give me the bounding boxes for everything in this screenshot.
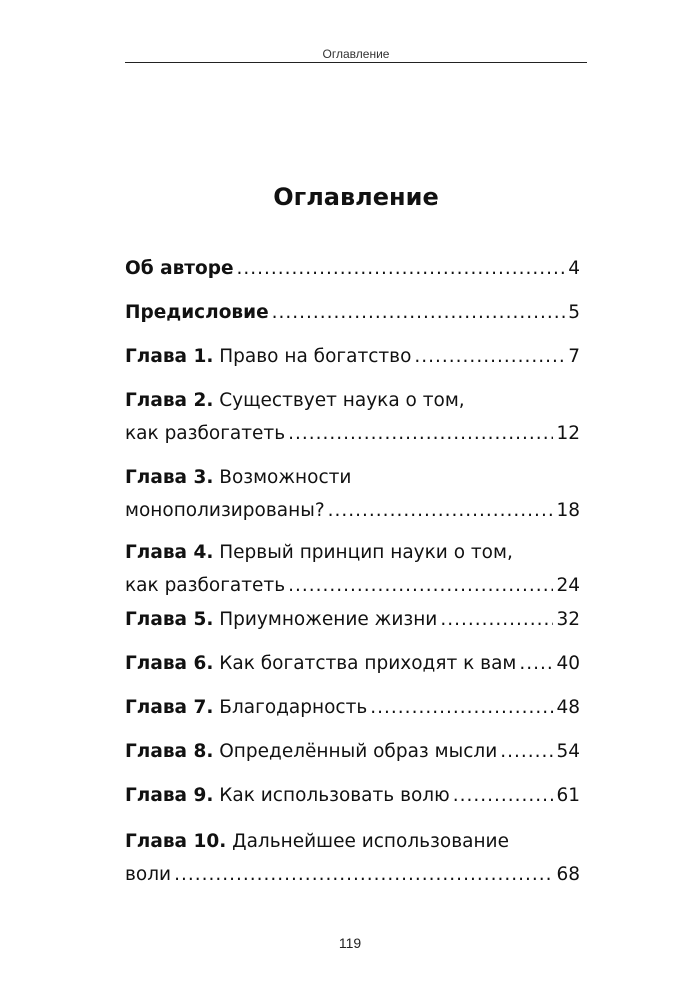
toc-entry-page: 32 (556, 609, 580, 630)
toc-entry-label: Глава 4. (125, 542, 214, 563)
toc-entry-chapter-5[interactable] (125, 603, 580, 636)
toc-entry-label: Глава 8. (125, 741, 214, 762)
toc-entry-chapter-3[interactable] (125, 461, 580, 527)
toc-entry-page: 7 (568, 346, 580, 367)
toc-entry-label: Глава 2. (125, 390, 214, 411)
toc-entry-title-line2: как разбогатеть (125, 575, 286, 596)
toc-entry-label: Глава 10. (125, 831, 227, 852)
running-head: Оглавление (322, 47, 390, 61)
toc-entry-preface[interactable] (125, 296, 580, 329)
toc-entry-chapter-1[interactable] (125, 340, 580, 373)
dot-leader (328, 494, 554, 527)
toc-entry-page: 18 (556, 500, 580, 521)
toc-entry-label: Об авторе (125, 258, 234, 279)
toc-entry-title-line1: Возможности (219, 467, 352, 488)
toc-entry-chapter-4[interactable] (125, 536, 580, 602)
toc-entry-title-line2: как разбогатеть (125, 423, 286, 444)
toc-entry-title: Право на богатство (219, 346, 412, 367)
page-title: Оглавление (273, 183, 439, 211)
toc-entry-page: 54 (556, 741, 580, 762)
toc-entry-chapter-2[interactable] (125, 384, 580, 450)
toc-entry-page: 5 (568, 302, 580, 323)
dot-leader (440, 603, 553, 636)
toc-entry-title-line2: монополизированы? (125, 500, 325, 521)
dot-leader (288, 417, 553, 450)
dot-leader (272, 296, 566, 329)
dot-leader (237, 252, 566, 285)
dot-leader (500, 735, 553, 768)
toc-entry-page: 68 (556, 864, 580, 885)
dot-leader (519, 647, 553, 680)
toc-entry-label: Глава 7. (125, 697, 214, 718)
toc-entry-label: Предисловие (125, 302, 269, 323)
dot-leader (370, 691, 553, 724)
dot-leader (453, 779, 554, 812)
toc-entry-chapter-6[interactable] (125, 647, 580, 680)
toc-entry-page: 4 (568, 258, 580, 279)
toc-entry-page: 48 (556, 697, 580, 718)
toc-entry-page: 61 (556, 785, 580, 806)
toc-entry-page: 24 (556, 575, 580, 596)
dot-leader (288, 569, 553, 602)
toc-entry-chapter-9[interactable] (125, 779, 580, 812)
page-number: 119 (338, 935, 362, 951)
toc-entry-label: Глава 9. (125, 785, 214, 806)
toc-entry-chapter-7[interactable] (125, 691, 580, 724)
toc-entry-title: Как богатства приходят к вам (219, 653, 517, 674)
dot-leader (414, 340, 565, 373)
dot-leader (174, 858, 553, 891)
toc-entry-title-line1: Существует наука о том, (219, 390, 465, 411)
toc-entry-label: Глава 1. (125, 346, 214, 367)
toc-entry-title-line1: Первый принцип науки о том, (219, 542, 513, 563)
toc-entry-title-line1: Дальнейшее использование (232, 831, 509, 852)
toc-entry-label: Глава 5. (125, 609, 214, 630)
toc-entry-title: Определённый образ мысли (219, 741, 498, 762)
toc-entry-page: 40 (556, 653, 580, 674)
toc-entry-title: Как использовать волю (219, 785, 450, 806)
toc-entry-chapter-8[interactable] (125, 735, 580, 768)
toc-entry-page: 12 (556, 423, 580, 444)
toc-entry-about-author[interactable] (125, 252, 580, 285)
toc-entry-label: Глава 6. (125, 653, 214, 674)
toc-entry-title: Приумножение жизни (219, 609, 438, 630)
header-rule (125, 62, 587, 63)
toc-entry-title: Благодарность (219, 697, 368, 718)
toc-entry-chapter-10[interactable] (125, 825, 580, 891)
toc-entry-title-line2: воли (125, 864, 172, 885)
toc-entry-label: Глава 3. (125, 467, 214, 488)
